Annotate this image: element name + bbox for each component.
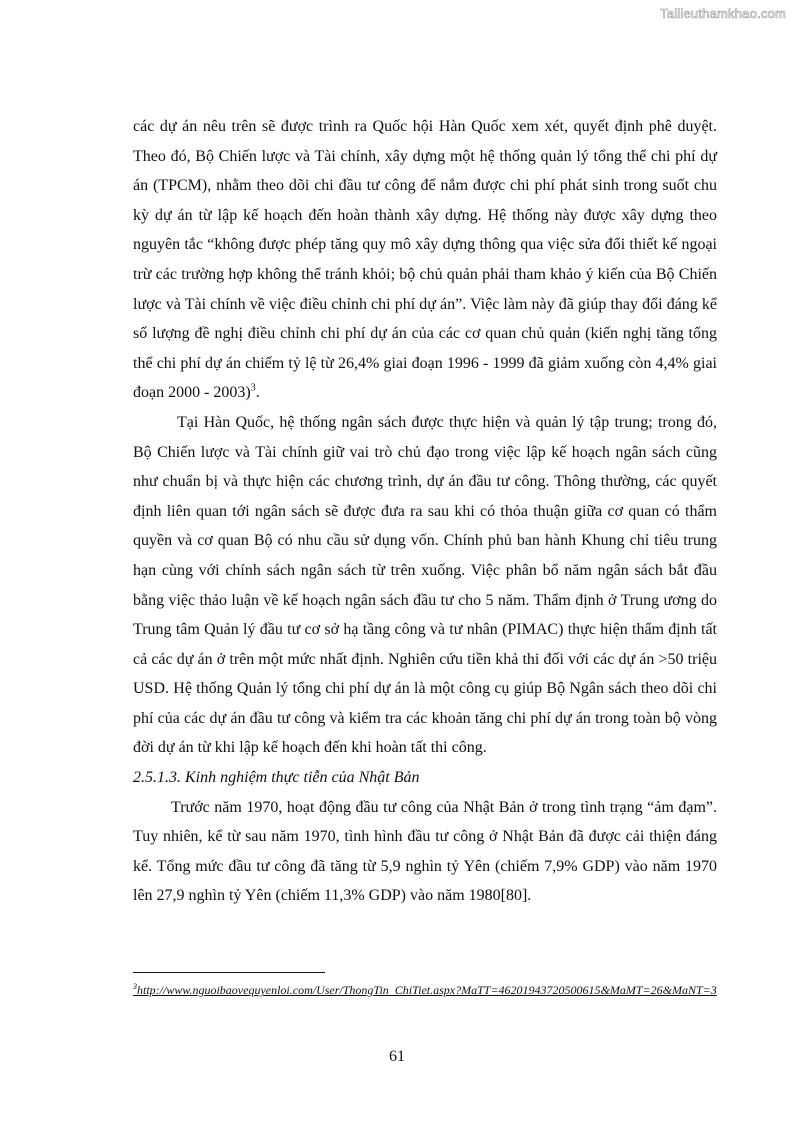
- section-heading: 2.5.1.3. Kinh nghiệm thực tiễn của Nhật Bản: [133, 769, 420, 787]
- paragraph-1: [133, 112, 717, 408]
- paragraph-3: Trước năm 1970, hoạt động đầu tư công của Nhật Bản ở trong tình trạng “ảm đạm”. Tuy nhiên, kể từ sau năm 1970, tình hình đầu tư công ở Nhật Bản đã được cải thiện đáng kể. Tổng mức đầu tư công đã tăng từ 5,9 nghìn tỷ Yên (chiếm 7,9% GDP) vào năm 1970 lên 27,9 nghìn tỷ Yên (chiếm 11,3% GDP) vào năm 1980[80].: [133, 798, 717, 905]
- footnote-reference[interactable]: 3: [250, 383, 256, 395]
- paragraph-2: Tại Hàn Quốc, hệ thống ngân sách được thực hiện và quản lý tập trung; trong đó, Bộ Chiến lược và Tài chính giữ vai trò chủ đạo trong việc lập kế hoạch ngân sách cũng như chuẩn bị và thực hiện các chương trình, dự án đầu tư công. Thông thường, các quyết định liên quan tới ngân sách sẽ được đưa ra sau khi có thỏa thuận giữa cơ quan có thẩm quyền và cơ quan Bộ có nhu cầu sử dụng vốn. Chính phủ ban hành Khung chỉ tiêu trung hạn cùng với chính sách ngân sách từ trên xuống. Việc phân bổ năm ngân sách bắt đầu bằng việc thảo luận về kế hoạch ngân sách đầu tư cho 5 năm. Thẩm định ở Trung ương do Trung tâm Quản lý đầu tư cơ sở hạ tầng công và tư nhân (PIMAC) thực hiện thẩm định tất cả các dự án ở trên một mức nhất định. Nghiên cứu tiền khả thi đối với các dự án >50 triệu USD. Hệ thống Quản lý tổng chi phí dự án là một công cụ giúp Bộ Ngân sách theo dõi chi phí của các dự án đầu tư công và kiểm tra các khoản tăng chi phí dự án trong toàn bộ vòng đời dự án từ khi lập kế hoạch đến khi hoàn tất thi công.: [133, 413, 717, 757]
- footnote-link[interactable]: http://www.nguoibaovequyenloi.com/User/ThongTin_ChiTiet.aspx?MaTT=46201943720500615&MaMT=26&MaNT=3: [137, 983, 717, 997]
- page-number: 61: [389, 1048, 405, 1065]
- footnote-divider: [133, 972, 325, 973]
- watermark-text: Tailieuthamkhao.com: [660, 6, 786, 21]
- page-body: [133, 112, 717, 911]
- paragraph-1-text: các dự án nêu trên sẽ được trình ra Quốc hội Hàn Quốc xem xét, quyết định phê duyệt. Theo đó, Bộ Chiến lược và Tài chính, xây dựng một hệ thống quản lý tổng thể chi phí dự án (TPCM), nhằm theo dõi chi đầu tư công để nắm được chi phí phát sinh trong suốt chu kỳ dự án từ lập kế hoạch đến hoàn thành xây dựng. Hệ thống này được xây dựng theo nguyên tắc “không được phép tăng quy mô xây dựng thông qua việc sửa đổi thiết kế ngoại trừ các trường hợp không thể tránh khỏi; bộ chủ quản phải tham khảo ý kiến của Bộ Chiến lược và Tài chính về việc điều chỉnh chi phí dự án”. Việc làm này đã giúp thay đổi đáng kể số lượng đề nghị điều chỉnh chi phí dự án của các cơ quan chủ quản (kiến nghị tăng tổng thể chi phí dự án chiếm tỷ lệ từ 26,4% giai đoạn 1996 - 1999 đã giảm xuống còn 4,4% giai đoạn 2000 - 2003): [133, 118, 717, 402]
- footnote-number: 3: [133, 982, 137, 991]
- paragraph-1-end: .: [255, 384, 260, 402]
- footnote[interactable]: [133, 978, 717, 1002]
